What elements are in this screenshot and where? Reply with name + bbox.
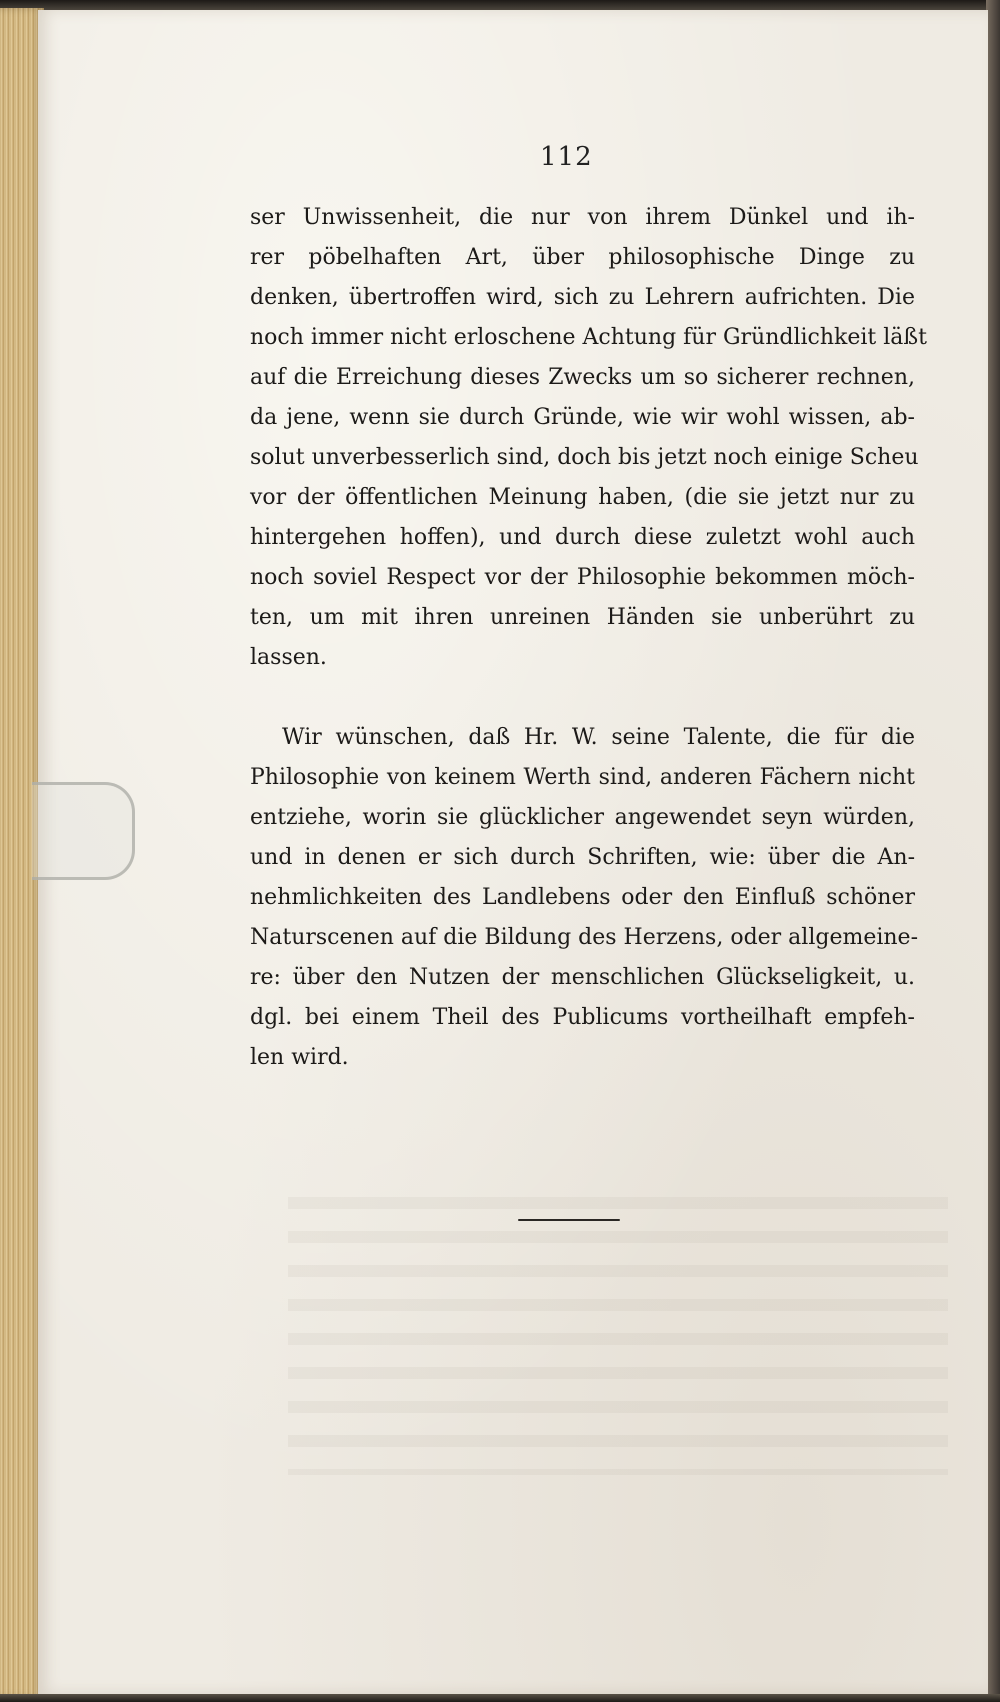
text-line: da jene, wenn sie durch Gründe, wie wir wohl wissen, ab- xyxy=(250,405,915,430)
scanner-clip xyxy=(32,782,135,880)
paragraph-gap xyxy=(250,678,915,718)
text-line: re: über den Nutzen der menschlichen Glückseligkeit, u. xyxy=(250,965,915,990)
text-line: hintergehen hoffen), und durch diese zuletzt wohl auch xyxy=(250,525,915,550)
section-divider-rule xyxy=(518,1219,620,1221)
text-line: ten, um mit ihren unreinen Händen sie unberührt zu xyxy=(250,605,915,630)
text-line: rer pöbelhaften Art, über philosophische Dinge zu xyxy=(250,245,915,270)
scan-top-edge xyxy=(0,0,1000,10)
text-line: denken, übertroffen wird, sich zu Lehrern aufrichten. Die xyxy=(250,285,915,310)
text-line: noch soviel Respect vor der Philosophie bekommen möch- xyxy=(250,565,915,590)
text-line: auf die Erreichung dieses Zwecks um so sicherer rechnen, xyxy=(250,365,915,390)
text-line: nehmlichkeiten des Landlebens oder den Einfluß schöner xyxy=(250,885,915,910)
text-line: len wird. xyxy=(250,1045,349,1070)
text-line: und in denen er sich durch Schriften, wie: über die An- xyxy=(250,845,915,870)
book-cover-edge xyxy=(986,0,1000,1702)
text-line: ser Unwissenheit, die nur von ihrem Dünkel und ih- xyxy=(250,205,915,230)
text-line: lassen. xyxy=(250,645,327,670)
body-text xyxy=(250,198,927,1078)
text-line: Naturscenen auf die Bildung des Herzens, oder allgemeine- xyxy=(250,925,919,950)
text-line: vor der öffentlichen Meinung haben, (die sie jetzt nur zu xyxy=(250,485,915,510)
scan-bottom-edge xyxy=(0,1694,1000,1702)
text-line: dgl. bei einem Theil des Publicums vortheilhaft empfeh- xyxy=(250,1005,915,1030)
text-line: solut unverbesserlich sind, doch bis jetzt noch einige Scheu xyxy=(250,445,919,470)
page-number: 112 xyxy=(540,142,593,172)
text-line: entziehe, worin sie glücklicher angewendet seyn würden, xyxy=(250,805,915,830)
text-line: Philosophie von keinem Werth sind, anderen Fächern nicht xyxy=(250,765,915,790)
text-line: Wir wünschen, daß Hr. W. seine Talente, die für die xyxy=(282,725,915,750)
text-line: noch immer nicht erloschene Achtung für Gründlichkeit läßt xyxy=(250,325,927,350)
